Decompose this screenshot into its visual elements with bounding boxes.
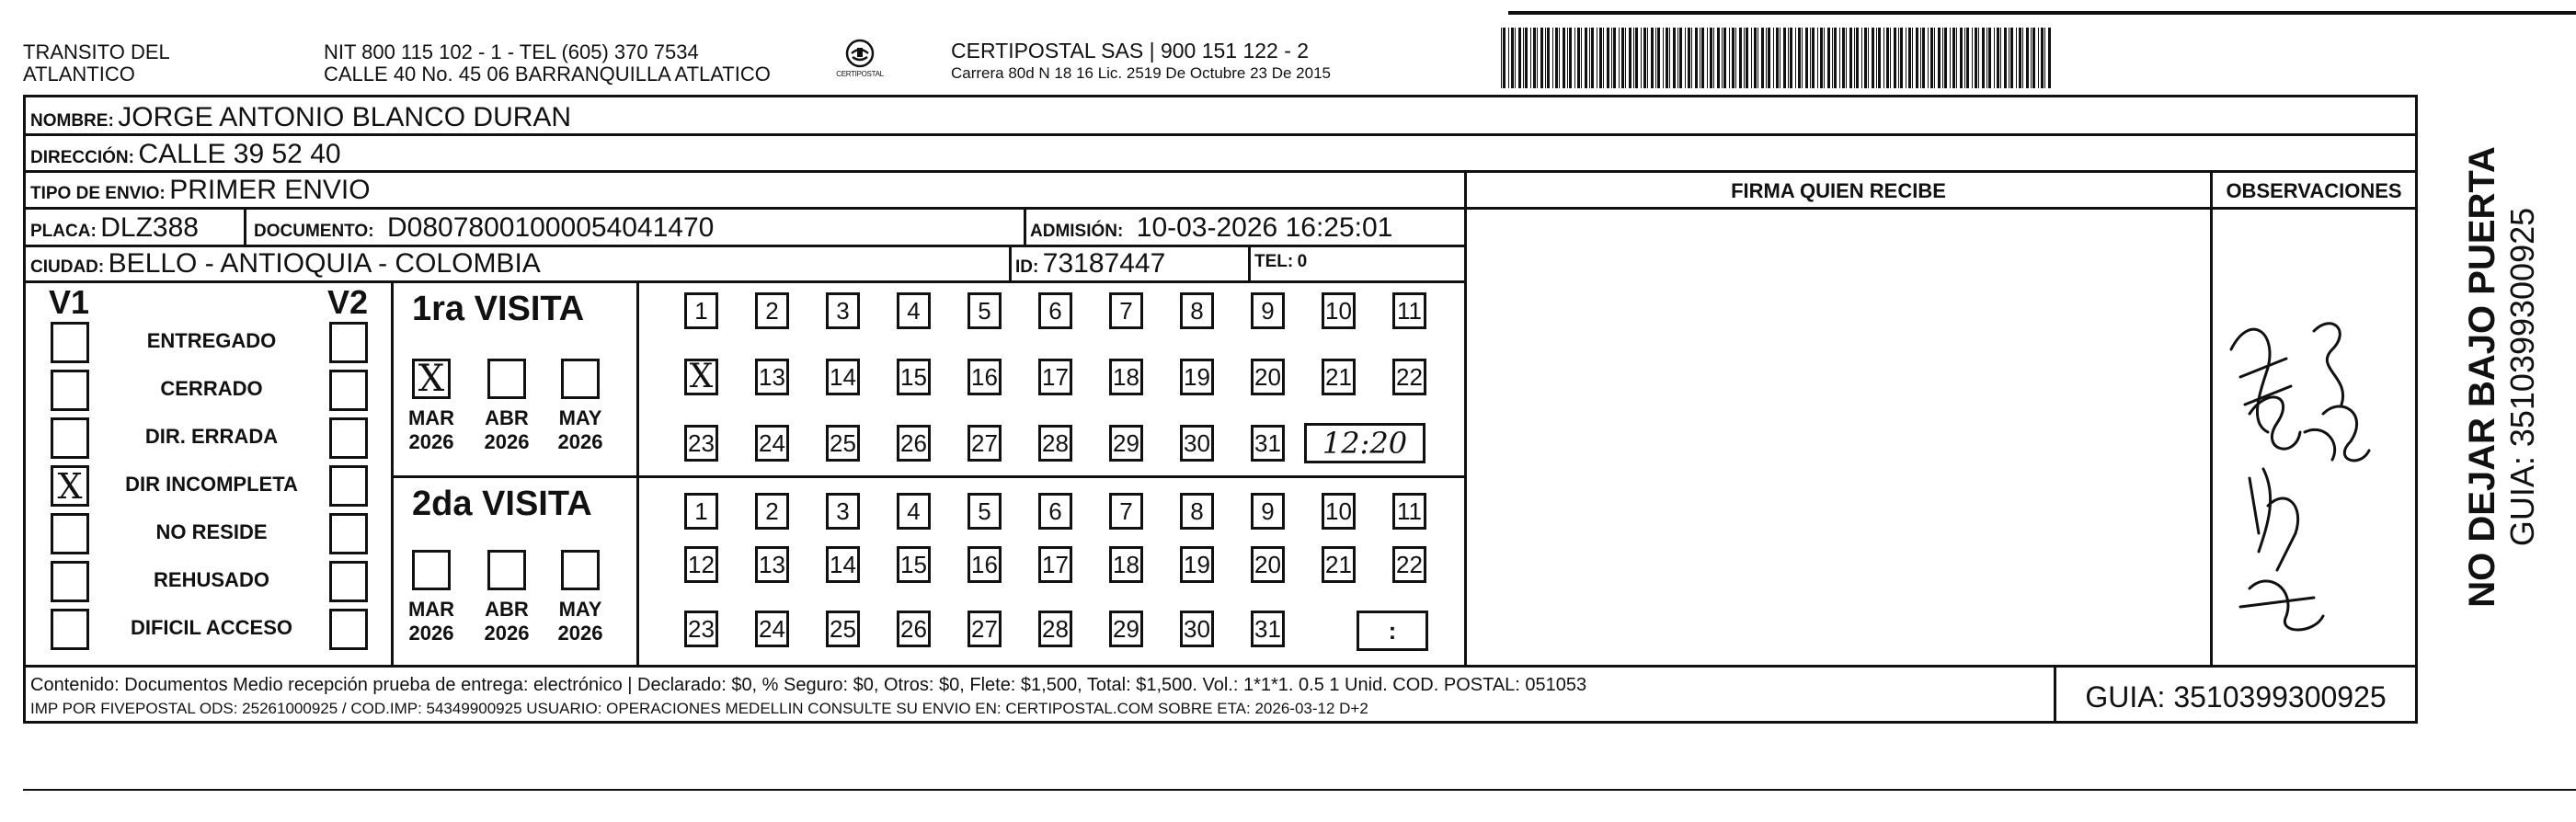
document-field bbox=[254, 212, 714, 244]
visit1-day-cell[interactable]: 5 bbox=[967, 292, 1002, 329]
barcode-bar bbox=[1964, 28, 1965, 88]
barcode-bar bbox=[1916, 28, 1918, 88]
barcode-bar bbox=[1666, 28, 1668, 88]
city-value: BELLO - ANTIOQUIA - COLOMBIA bbox=[108, 248, 541, 279]
admission-field bbox=[1030, 212, 1392, 244]
barcode-bar bbox=[1651, 28, 1654, 88]
barcode-bar bbox=[1729, 28, 1730, 88]
visit1-month-label: MAY bbox=[558, 406, 602, 429]
imp-line: IMP POR FIVEPOSTAL ODS: 25261000925 / COD.IMP: 54349900925 USUARIO: OPERACIONES MEDELLIN CONSULTE SU ENVIO EN: CERTIPOSTAL.COM SOBRE ETA: 2026-03-12 D+2 bbox=[30, 700, 1368, 717]
barcode-bar bbox=[1820, 28, 1823, 88]
visit2-day-cell[interactable]: 27 bbox=[967, 611, 1002, 647]
v1-checkbox[interactable] bbox=[51, 417, 89, 459]
document-value: D08078001000054041470 bbox=[387, 212, 715, 243]
barcode-bar bbox=[1611, 28, 1612, 88]
visit1-day-cell[interactable]: 27 bbox=[967, 425, 1002, 462]
barcode-bar bbox=[1872, 28, 1874, 88]
barcode-bar bbox=[1555, 28, 1558, 88]
barcode-bar bbox=[1898, 28, 1899, 88]
status-label: DIFICIL ACCESO bbox=[130, 616, 292, 639]
visit1-day-cell[interactable]: 17 bbox=[1038, 359, 1072, 395]
barcode-bar bbox=[2000, 28, 2001, 88]
id-label: ID: bbox=[1015, 257, 1039, 277]
tel-label: TEL: bbox=[1254, 252, 1294, 271]
barcode-bar bbox=[2022, 28, 2023, 88]
barcode-bar bbox=[2048, 28, 2051, 88]
barcode-bar bbox=[1581, 28, 1582, 88]
barcode-bar bbox=[1908, 28, 1911, 88]
barcode-bar bbox=[1545, 28, 1546, 88]
visit1-day-cell[interactable]: 10 bbox=[1322, 292, 1356, 329]
visit2-day-cell[interactable]: 20 bbox=[1251, 546, 1285, 583]
barcode-bar bbox=[1523, 28, 1524, 88]
visit1-day-cell[interactable]: 8 bbox=[1180, 292, 1214, 329]
plate-label: PLACA: bbox=[30, 222, 97, 241]
barcode-bar bbox=[1511, 28, 1514, 88]
barcode-bar bbox=[1938, 28, 1941, 88]
visit2-title: 2da VISITA bbox=[412, 485, 592, 523]
name-value: JORGE ANTONIO BLANCO DURAN bbox=[118, 102, 572, 132]
barcode-bar bbox=[1717, 28, 1720, 88]
barcode-bar bbox=[1530, 28, 1531, 88]
contents-line: Contenido: Documentos Medio recepción prueba de entrega: electrónico | Declarado: $0, % Seguro: $0, Otros: $0, Flete: $1,500, Total: $1,500. Vol.: 1*1*1. 0.5 1 Unid. COD. POSTAL: 051053 bbox=[30, 675, 1587, 695]
barcode-bar bbox=[1883, 28, 1884, 88]
barcode-bar bbox=[1861, 28, 1862, 88]
barcode-bar bbox=[2026, 28, 2029, 88]
visit2-day-cell[interactable]: 12 bbox=[684, 546, 718, 583]
barcode-bar bbox=[1695, 28, 1698, 88]
barcode-bar bbox=[1994, 28, 1995, 88]
visit2-month-checkbox[interactable] bbox=[487, 550, 526, 590]
barcode-bar bbox=[2019, 28, 2021, 88]
visit2-day-cell[interactable]: 18 bbox=[1109, 546, 1143, 583]
barcode-bar bbox=[1533, 28, 1536, 88]
visit1-year-label: 2026 bbox=[484, 430, 530, 453]
barcode-bar bbox=[1849, 28, 1852, 88]
barcode-bar bbox=[1928, 28, 1929, 88]
barcode-bar bbox=[1574, 28, 1575, 88]
v1-checkbox[interactable] bbox=[51, 561, 89, 602]
barcode-bar bbox=[1982, 28, 1985, 88]
barcode-bar bbox=[1864, 28, 1867, 88]
barcode-bar bbox=[1679, 28, 1682, 88]
barcode-bar bbox=[1975, 28, 1977, 88]
barcode-bar bbox=[1783, 28, 1786, 88]
visit2-day-cell[interactable]: 9 bbox=[1251, 493, 1285, 530]
name-label: NOMBRE: bbox=[30, 111, 114, 131]
visit2-day-cell[interactable]: 23 bbox=[684, 611, 718, 647]
visit2-time-box[interactable]: : bbox=[1357, 611, 1428, 651]
visit1-day-cell[interactable]: 30 bbox=[1180, 425, 1214, 462]
status-label: CERRADO bbox=[160, 377, 263, 400]
visit2-day-cell[interactable]: 31 bbox=[1251, 611, 1285, 647]
visit1-day-cell[interactable]: 1 bbox=[684, 292, 718, 329]
city-field bbox=[30, 248, 541, 280]
barcode-bar bbox=[1810, 28, 1811, 88]
id-value: 73187447 bbox=[1042, 248, 1166, 279]
barcode-bar bbox=[1508, 28, 1509, 88]
issuer-address: CALLE 40 No. 45 06 BARRANQUILLA ATLATICO bbox=[324, 63, 771, 86]
visit1-day-cell[interactable]: 18 bbox=[1109, 359, 1143, 395]
visit1-day-cell[interactable]: 26 bbox=[897, 425, 931, 462]
barcode-bar bbox=[1591, 28, 1594, 88]
visit2-day-cell[interactable]: 4 bbox=[897, 493, 931, 530]
barcode-bar bbox=[2041, 28, 2044, 88]
visit2-day-cell[interactable]: 13 bbox=[755, 546, 789, 583]
barcode-bar bbox=[1768, 28, 1770, 88]
visit1-day-cell[interactable]: 28 bbox=[1038, 425, 1072, 462]
id-field bbox=[1015, 248, 1165, 280]
visit2-year-label: 2026 bbox=[557, 622, 603, 645]
barcode-bar bbox=[1761, 28, 1764, 88]
v2-checkbox[interactable] bbox=[329, 370, 368, 411]
visit2-day-cell[interactable]: 3 bbox=[826, 493, 860, 530]
visit1-month-label: ABR bbox=[485, 406, 529, 429]
barcode-bar bbox=[1798, 28, 1801, 88]
barcode-bar bbox=[1988, 28, 1991, 88]
visit2-day-cell[interactable]: 15 bbox=[897, 546, 931, 583]
barcode-bar bbox=[1839, 28, 1840, 88]
visit2-month-checkbox[interactable] bbox=[561, 550, 600, 590]
barcode-bar bbox=[1817, 28, 1818, 88]
barcode-bar bbox=[1515, 28, 1516, 88]
status-label: NO RESIDE bbox=[155, 520, 268, 543]
v1-checkbox[interactable] bbox=[51, 609, 89, 650]
visit1-day-cell[interactable]: 4 bbox=[897, 292, 931, 329]
barcode-bar bbox=[1846, 28, 1847, 88]
visit1-month-checkbox[interactable] bbox=[561, 359, 600, 399]
v1-checkbox[interactable] bbox=[51, 370, 89, 411]
v2-checkbox[interactable] bbox=[329, 609, 368, 650]
barcode-bar bbox=[1790, 28, 1792, 88]
barcode-bar bbox=[1577, 28, 1580, 88]
barcode-bar bbox=[1966, 28, 1969, 88]
plate-field bbox=[30, 212, 199, 244]
barcode-bar bbox=[1710, 28, 1712, 88]
v2-checkbox[interactable] bbox=[329, 417, 368, 459]
send-type-label: TIPO DE ENVIO: bbox=[30, 184, 166, 203]
barcode-bar bbox=[1735, 28, 1736, 88]
barcode-bar bbox=[1868, 28, 1869, 88]
barcode-bar bbox=[1625, 28, 1626, 88]
handwritten-signature bbox=[2213, 294, 2415, 662]
visit1-day-cell[interactable]: 16 bbox=[967, 359, 1002, 395]
visit2-day-cell[interactable]: 14 bbox=[826, 546, 860, 583]
visit2-day-cell[interactable]: 26 bbox=[897, 611, 931, 647]
barcode-bar bbox=[2004, 28, 2007, 88]
barcode-bar bbox=[1567, 28, 1568, 88]
visit1-day-cell[interactable]: 11 bbox=[1392, 292, 1426, 329]
visit2-year-label: 2026 bbox=[484, 622, 530, 645]
document-label: DOCUMENTO: bbox=[254, 222, 374, 241]
barcode-bar bbox=[1688, 28, 1690, 88]
barcode-bar bbox=[1669, 28, 1670, 88]
visit2-year-label: 2026 bbox=[408, 622, 454, 645]
v2-label: V2 bbox=[327, 283, 369, 321]
side-warning: NO DEJAR BAJO PUERTA bbox=[2462, 146, 2502, 608]
barcode-bar bbox=[1643, 28, 1646, 88]
visit2-day-cell[interactable]: 16 bbox=[967, 546, 1002, 583]
tel-value: 0 bbox=[1297, 252, 1308, 271]
address-field bbox=[30, 139, 341, 170]
barcode-bar bbox=[1589, 28, 1590, 88]
v2-checkbox[interactable] bbox=[329, 465, 368, 507]
barcode-bar bbox=[1732, 28, 1735, 88]
barcode-bar bbox=[1773, 28, 1774, 88]
visit1-day-cell[interactable]: 20 bbox=[1251, 359, 1285, 395]
barcode-bar bbox=[1739, 28, 1742, 88]
barcode-bar bbox=[1552, 28, 1553, 88]
barcode-bar bbox=[1972, 28, 1973, 88]
barcode-bar bbox=[1751, 28, 1752, 88]
visit1-day-cell[interactable]: 22 bbox=[1392, 359, 1426, 395]
barcode-bar bbox=[1920, 28, 1921, 88]
certipostal-logo bbox=[835, 35, 885, 85]
visit2-day-cell[interactable]: 17 bbox=[1038, 546, 1072, 583]
barcode-bar bbox=[1894, 28, 1896, 88]
visit2-day-cell[interactable]: 6 bbox=[1038, 493, 1072, 530]
barcode-bar bbox=[1922, 28, 1925, 88]
visit1-day-cell[interactable]: 13 bbox=[755, 359, 789, 395]
issuer-nit: NIT 800 115 102 - 1 - TEL (605) 370 7534 bbox=[324, 40, 699, 63]
barcode-bar bbox=[1607, 28, 1609, 88]
visit2-day-cell[interactable]: 1 bbox=[684, 493, 718, 530]
side-vertical-text bbox=[2428, 110, 2575, 644]
barcode-bar bbox=[1754, 28, 1757, 88]
visit1-day-cell[interactable]: 24 bbox=[755, 425, 789, 462]
issuer-name-line2: ATLANTICO bbox=[23, 63, 135, 86]
barcode-bar bbox=[1878, 28, 1881, 88]
visit2-day-cell[interactable]: 19 bbox=[1180, 546, 1214, 583]
visit2-day-cell[interactable]: 28 bbox=[1038, 611, 1072, 647]
visit2-month-label: ABR bbox=[485, 598, 529, 621]
side-guide: GUIA: 3510399300925 bbox=[2503, 207, 2541, 547]
barcode-bar bbox=[1547, 28, 1550, 88]
visit1-day-cell[interactable]: 23 bbox=[684, 425, 718, 462]
v2-checkbox[interactable] bbox=[329, 561, 368, 602]
barcode-bar bbox=[1900, 28, 1903, 88]
barcode-bar bbox=[1854, 28, 1855, 88]
barcode-bar bbox=[1890, 28, 1891, 88]
visit2-day-cell[interactable]: 11 bbox=[1392, 493, 1426, 530]
barcode-bar bbox=[1559, 28, 1560, 88]
barcode-bar bbox=[1805, 28, 1808, 88]
barcode-bar bbox=[1824, 28, 1825, 88]
visit2-day-cell[interactable]: 10 bbox=[1322, 493, 1356, 530]
barcode-bar bbox=[1832, 28, 1833, 88]
barcode-bar bbox=[1540, 28, 1543, 88]
barcode-bar bbox=[1641, 28, 1642, 88]
visit2-month-label: MAY bbox=[558, 598, 602, 621]
barcode-bar bbox=[1677, 28, 1678, 88]
barcode-bar bbox=[1934, 28, 1935, 88]
barcode-bar bbox=[1856, 28, 1859, 88]
barcode-bar bbox=[1952, 28, 1955, 88]
barcode-bar bbox=[2038, 28, 2039, 88]
barcode-bar bbox=[1795, 28, 1796, 88]
visit1-day-cell[interactable]: 15 bbox=[897, 359, 931, 395]
barcode-bar bbox=[1657, 28, 1660, 88]
barcode-bar bbox=[1978, 28, 1979, 88]
signature-header: FIRMA QUIEN RECIBE bbox=[1731, 179, 1946, 202]
plate-value: DLZ388 bbox=[100, 212, 199, 243]
logo-text: CERTIPOSTAL bbox=[836, 70, 884, 78]
barcode-bar bbox=[1599, 28, 1602, 88]
courier-license: Carrera 80d N 18 16 Lic. 2519 De Octubre 23 De 2015 bbox=[951, 64, 1331, 82]
barcode-bar bbox=[1876, 28, 1877, 88]
address-label: DIRECCIÓN: bbox=[30, 148, 134, 167]
visit2-day-cell[interactable]: 5 bbox=[967, 493, 1002, 530]
visit1-year-label: 2026 bbox=[408, 430, 454, 453]
barcode-bar bbox=[1621, 28, 1624, 88]
barcode-bar bbox=[1707, 28, 1708, 88]
visit1-time-box[interactable]: 12:20 bbox=[1304, 423, 1425, 463]
name-field bbox=[30, 102, 571, 133]
barcode-bar bbox=[1788, 28, 1789, 88]
visit2-day-cell[interactable]: 25 bbox=[826, 611, 860, 647]
barcode-bar bbox=[1685, 28, 1686, 88]
tel-field bbox=[1254, 252, 1307, 272]
visit1-day-cell[interactable]: 7 bbox=[1109, 292, 1143, 329]
barcode-bar bbox=[1603, 28, 1604, 88]
barcode-bar bbox=[1886, 28, 1889, 88]
v1-checkbox[interactable]: X bbox=[51, 465, 89, 507]
visit1-day-cell[interactable]: 14 bbox=[826, 359, 860, 395]
barcode-bar bbox=[1501, 28, 1502, 88]
barcode-bar bbox=[1986, 28, 1987, 88]
courier-name: CERTIPOSTAL SAS | 900 151 122 - 2 bbox=[951, 39, 1310, 63]
visit1-month-checkbox[interactable]: X bbox=[412, 359, 451, 399]
visit1-day-cell[interactable]: 21 bbox=[1322, 359, 1356, 395]
status-label: DIR INCOMPLETA bbox=[125, 473, 298, 496]
barcode-bar bbox=[1701, 28, 1704, 88]
barcode-bar bbox=[1691, 28, 1692, 88]
barcode-bar bbox=[1525, 28, 1528, 88]
visit2-day-cell[interactable]: 8 bbox=[1180, 493, 1214, 530]
barcode-bar bbox=[1950, 28, 1951, 88]
barcode-bar bbox=[1613, 28, 1616, 88]
visit2-day-cell[interactable]: 7 bbox=[1109, 493, 1143, 530]
visit2-month-label: MAR bbox=[407, 598, 455, 621]
visit1-day-cell[interactable]: 6 bbox=[1038, 292, 1072, 329]
visit1-year-label: 2026 bbox=[557, 430, 603, 453]
barcode-bar bbox=[2032, 28, 2035, 88]
visit1-title: 1ra VISITA bbox=[412, 290, 585, 328]
barcode-bar bbox=[1619, 28, 1620, 88]
barcode bbox=[1501, 28, 2053, 88]
barcode-bar bbox=[1757, 28, 1758, 88]
barcode-bar bbox=[2031, 28, 2032, 88]
address-value: CALLE 39 52 40 bbox=[138, 139, 341, 169]
barcode-bar bbox=[1960, 28, 1963, 88]
v2-checkbox[interactable] bbox=[329, 513, 368, 554]
visit2-day-cell[interactable]: 24 bbox=[755, 611, 789, 647]
visit2-day-cell[interactable]: 29 bbox=[1109, 611, 1143, 647]
barcode-bar bbox=[1834, 28, 1837, 88]
visit1-day-cell[interactable]: 25 bbox=[826, 425, 860, 462]
visit1-day-cell[interactable]: 2 bbox=[755, 292, 789, 329]
v1-checkbox[interactable] bbox=[51, 513, 89, 554]
v1-label: V1 bbox=[49, 283, 90, 321]
visit2-month-checkbox[interactable] bbox=[412, 550, 451, 590]
barcode-bar bbox=[1842, 28, 1845, 88]
barcode-bar bbox=[1776, 28, 1779, 88]
admission-value: 10-03-2026 16:25:01 bbox=[1136, 212, 1393, 243]
barcode-bar bbox=[1713, 28, 1714, 88]
status-label: REHUSADO bbox=[154, 568, 269, 591]
barcode-bar bbox=[1569, 28, 1572, 88]
visit2-day-cell[interactable]: 30 bbox=[1180, 611, 1214, 647]
barcode-bar bbox=[1744, 28, 1745, 88]
send-type-field bbox=[30, 175, 371, 206]
admission-label: ADMISIÓN: bbox=[1030, 222, 1124, 241]
status-label: DIR. ERRADA bbox=[144, 425, 279, 448]
visit2-day-cell[interactable]: 21 bbox=[1322, 546, 1356, 583]
barcode-bar bbox=[1942, 28, 1943, 88]
barcode-bar bbox=[1673, 28, 1676, 88]
barcode-bar bbox=[1633, 28, 1634, 88]
send-type-value: PRIMER ENVIO bbox=[169, 175, 371, 205]
barcode-bar bbox=[1746, 28, 1748, 88]
barcode-bar bbox=[1647, 28, 1648, 88]
barcode-bar bbox=[2016, 28, 2017, 88]
barcode-bar bbox=[1663, 28, 1664, 88]
barcode-bar bbox=[1585, 28, 1587, 88]
barcode-bar bbox=[1956, 28, 1957, 88]
visit1-day-cell[interactable]: X bbox=[684, 359, 718, 395]
barcode-bar bbox=[1827, 28, 1830, 88]
barcode-bar bbox=[1722, 28, 1723, 88]
barcode-bar bbox=[1802, 28, 1803, 88]
barcode-bar bbox=[1655, 28, 1656, 88]
visit1-day-cell[interactable]: 19 bbox=[1180, 359, 1214, 395]
status-label: ENTREGADO bbox=[146, 329, 277, 352]
visit1-day-cell[interactable]: 29 bbox=[1109, 425, 1143, 462]
barcode-bar bbox=[1766, 28, 1767, 88]
guide-box: GUIA: 3510399300925 bbox=[2085, 680, 2387, 714]
v2-checkbox[interactable] bbox=[329, 322, 368, 363]
barcode-bar bbox=[1812, 28, 1815, 88]
barcode-bar bbox=[1997, 28, 1999, 88]
visit1-day-cell[interactable]: 3 bbox=[826, 292, 860, 329]
barcode-bar bbox=[1635, 28, 1638, 88]
barcode-bar bbox=[1518, 28, 1521, 88]
barcode-bar bbox=[2044, 28, 2045, 88]
visit1-month-checkbox[interactable] bbox=[487, 359, 526, 399]
barcode-bar bbox=[1537, 28, 1538, 88]
observations-header: OBSERVACIONES bbox=[2226, 179, 2402, 202]
barcode-bar bbox=[1563, 28, 1565, 88]
issuer-name-line1: TRANSITO DEL bbox=[23, 40, 170, 63]
visit2-day-cell[interactable]: 2 bbox=[755, 493, 789, 530]
barcode-bar bbox=[1944, 28, 1947, 88]
v1-checkbox[interactable] bbox=[51, 322, 89, 363]
barcode-bar bbox=[1912, 28, 1913, 88]
visit1-month-label: MAR bbox=[407, 406, 455, 429]
barcode-bar bbox=[1503, 28, 1506, 88]
barcode-bar bbox=[1629, 28, 1631, 88]
barcode-bar bbox=[1723, 28, 1726, 88]
barcode-bar bbox=[2010, 28, 2013, 88]
visit1-day-cell[interactable]: 9 bbox=[1251, 292, 1285, 329]
visit2-day-cell[interactable]: 22 bbox=[1392, 546, 1426, 583]
barcode-bar bbox=[1930, 28, 1933, 88]
visit1-day-cell[interactable]: 31 bbox=[1251, 425, 1285, 462]
city-label: CIUDAD: bbox=[30, 257, 105, 277]
